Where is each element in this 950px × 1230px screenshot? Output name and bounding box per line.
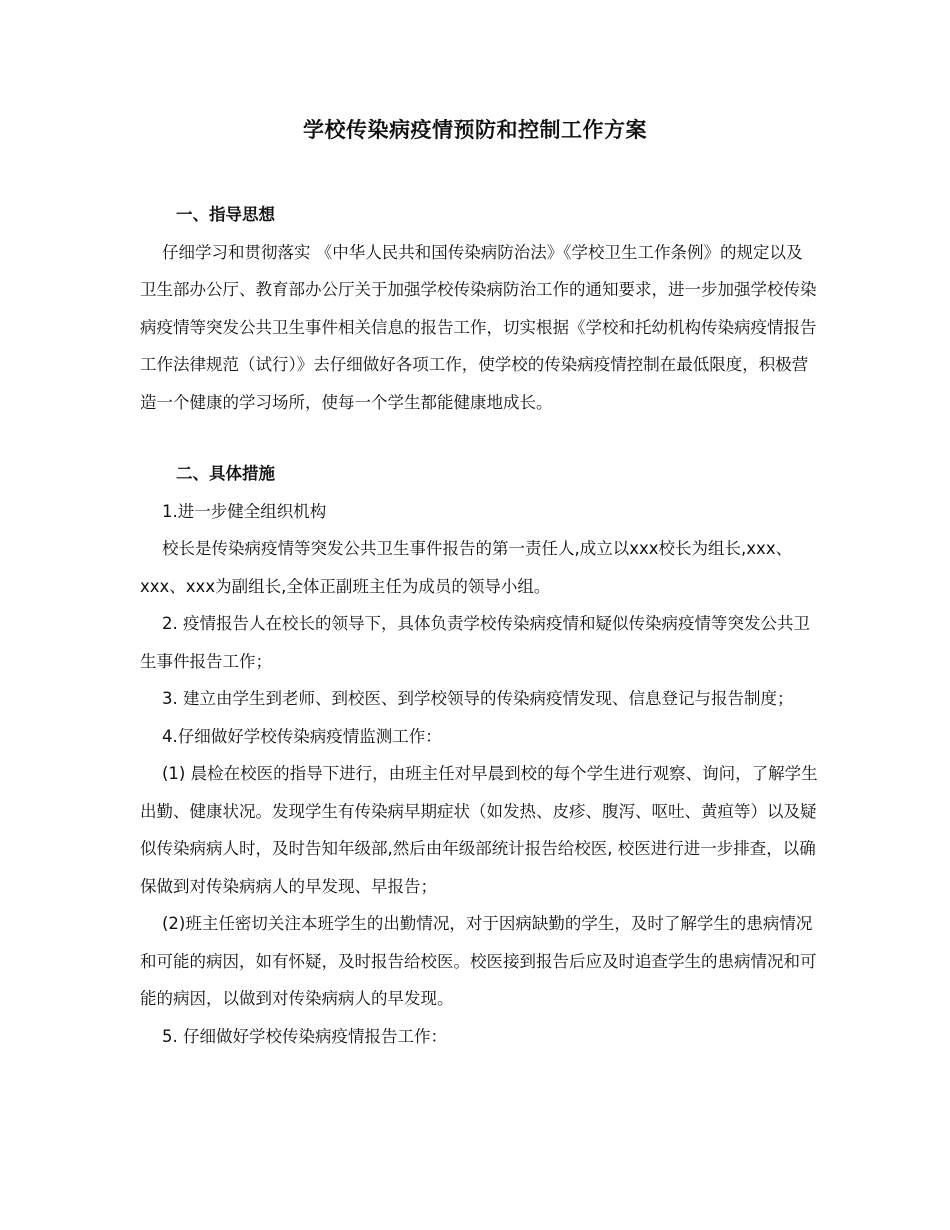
paragraph: (2)班主任密切关注本班学生的出勤情况，对于因病缺勤的学生，及时了解学生的患病情况和可能的病因，如有怀疑，及时报告给校医。校医接到报告后应及时追查学生的患病情况和可能的病因，以做到对传染病病人的早发现。 <box>140 914 817 1008</box>
section-heading: 二、具体措施 <box>176 464 275 483</box>
paragraph: 3. 建立由学生到老师、到校医、到学校领导的传染病疫情发现、信息登记与报告制度； <box>162 689 794 708</box>
paragraph: 2. 疫情报告人在校长的领导下，具体负责学校传染病疫情和疑似传染病疫情等突发公共卫生事件报告工作； <box>140 614 810 671</box>
document-title: 学校传染病疫情预防和控制工作方案 <box>303 118 647 142</box>
paragraph: 校长是传染病疫情等突发公共卫生事件报告的第一责任人,成立以xxx校长为组长,xxx、xxx、xxx为副组长,全体正副班主任为成员的领导小组。 <box>140 539 793 596</box>
paragraph: 1.进一步健全组织机构 <box>162 501 327 521</box>
section-heading: 一、指导思想 <box>176 205 275 224</box>
paragraph: (1) 晨检在校医的指导下进行，由班主任对早晨到校的每个学生进行观察、询问，了解学生出勤、健康状况。发现学生有传染病早期症状（如发热、皮疹、腹泻、呕吐、黄疸等）以及疑似传染病病人时，及时告知年级部,然后由年级部统计报告给校医, 校医进行进一步排查，以确保做到对传染病病人的早发现、早报告； <box>140 764 818 896</box>
section-specific-measures <box>140 455 818 1055</box>
paragraph: 4.仔细做好学校传染病疫情监测工作： <box>162 726 442 746</box>
paragraph: 仔细学习和贯彻落实 《中华人民共和国传染病防治法》《学校卫生工作条例》的规定以及卫生部办公厅、教育部办公厅关于加强学校传染病防治工作的通知要求，进一步加强学校传染病疫情等突发公共卫生事件相关信息的报告工作，切实根据《学校和托幼机构传染病疫情报告工作法律规范（试行）》去仔细做好各项工作，使学校的传染病疫情控制在最低限度，积极营造一个健康的学习场所，使每一个学生都能健康地成长。 <box>140 242 817 412</box>
paragraph: 5. 仔细做好学校传染病疫情报告工作： <box>162 1026 447 1046</box>
section-guiding-thought <box>140 196 818 421</box>
document-body <box>140 196 818 1055</box>
